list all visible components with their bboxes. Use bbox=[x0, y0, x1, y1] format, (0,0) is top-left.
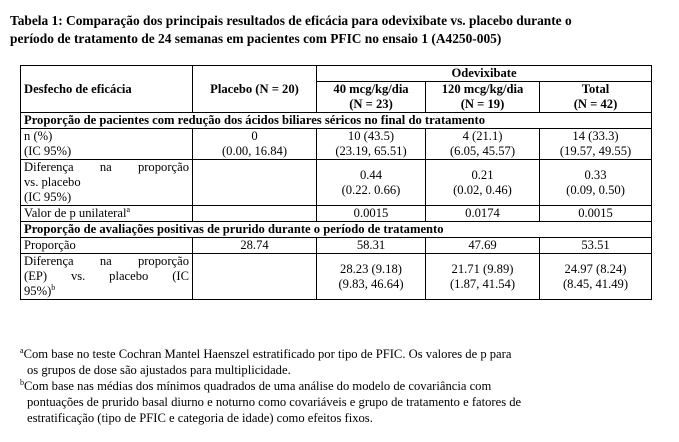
cell-placebo bbox=[193, 160, 317, 206]
row-label-line-2: (EP) vs. placebo (IC bbox=[24, 269, 189, 283]
row-label: Proporção bbox=[21, 238, 193, 254]
footnotes bbox=[20, 346, 660, 426]
row-label bbox=[21, 254, 193, 300]
row-label-line-2: vs. placebo bbox=[24, 175, 81, 189]
cell-line-1: 0.33 bbox=[584, 167, 607, 182]
cell-line-2: (6.05, 45.57) bbox=[449, 144, 516, 158]
footnote-a-mark: a bbox=[20, 345, 24, 355]
section-title-bile-acids: Proporção de pacientes com redução dos ácidos biliares séricos no final do tratamento bbox=[21, 113, 652, 129]
cell-dose-40 bbox=[317, 129, 426, 160]
cell-line-1: 24.97 (8.24) bbox=[564, 261, 627, 276]
header-dose-40-line-2: (N = 23) bbox=[349, 97, 393, 111]
row-label bbox=[21, 160, 193, 206]
table-row bbox=[21, 238, 652, 254]
cell-dose-120 bbox=[426, 254, 540, 300]
cell-total bbox=[540, 129, 652, 160]
footnote-mark-b: b bbox=[51, 282, 56, 292]
caption-line-2: período de tratamento de 24 semanas em pacientes com PFIC no ensaio 1 (A4250-005) bbox=[10, 31, 502, 46]
cell-line-1: 10 (43.5) bbox=[347, 129, 395, 143]
table-row bbox=[21, 160, 652, 206]
footnote-a-line-2: os grupos de dose são ajustados para multiplicidade. bbox=[27, 363, 291, 377]
cell-total: 0.0015 bbox=[540, 206, 652, 222]
row-label-line-3-text: 95%) bbox=[24, 284, 52, 298]
header-total bbox=[540, 82, 652, 113]
footnote-b bbox=[20, 378, 660, 426]
row-label-text: Valor de p unilateral bbox=[24, 206, 127, 220]
row-label-line-1: Diferença na proporção bbox=[24, 160, 189, 174]
footnote-mark-a: a bbox=[126, 204, 131, 214]
cell-line-1: 28.23 (9.18) bbox=[340, 261, 402, 276]
footnote-b-mark: b bbox=[20, 377, 24, 387]
cell-line-1: 0.21 bbox=[471, 167, 494, 182]
row-label bbox=[21, 206, 193, 222]
cell-line-1: 4 (21.1) bbox=[462, 129, 503, 143]
cell-line-2: (0.00, 16.84) bbox=[221, 144, 288, 158]
header-placebo: Placebo (N = 20) bbox=[193, 66, 317, 113]
cell-placebo bbox=[193, 129, 317, 160]
cell-line-2: (9.83, 46.64) bbox=[338, 276, 404, 291]
header-total-line-1: Total bbox=[581, 82, 610, 96]
cell-dose-120: 0.0174 bbox=[426, 206, 540, 222]
cell-line-2: (23.19, 65.51) bbox=[335, 144, 407, 158]
header-dose-40 bbox=[317, 82, 426, 113]
cell-line-1: 0.44 bbox=[359, 167, 383, 182]
footnote-a-line-1: Com base no teste Cochran Mantel Haenszel estratificado por tipo de PFIC. Os valores de p para bbox=[23, 347, 512, 361]
cell-line-2: (8.45, 41.49) bbox=[562, 276, 629, 291]
header-dose-40-line-1: 40 mcg/kg/dia bbox=[333, 82, 409, 96]
row-label-line-1: Diferença na proporção bbox=[24, 254, 189, 268]
cell-line-2: (19.57, 49.55) bbox=[559, 144, 632, 158]
header-odevixibate-group: Odevixibate bbox=[317, 66, 652, 82]
footnote-b-line-2: pontuações de prurido basal diurno e noturno como covariáveis e grupo de tratamento e fatores de bbox=[27, 395, 522, 409]
footnote-b-line-3: estratificação (tipo de PFIC e categoria de idade) como efeitos fixos. bbox=[27, 411, 373, 425]
cell-dose-120 bbox=[426, 129, 540, 160]
cell-total bbox=[540, 160, 652, 206]
header-endpoint: Desfecho de eficácia bbox=[21, 66, 193, 113]
footnote-b-line-1: Com base nas médias dos mínimos quadrados de uma análise do modelo de covariância com bbox=[24, 379, 492, 393]
cell-total: 53.51 bbox=[540, 238, 652, 254]
cell-line-2: (0.22. 0.66) bbox=[341, 182, 401, 197]
cell-dose-40: 0.0015 bbox=[317, 206, 426, 222]
row-label-line-1: n (%) bbox=[24, 129, 53, 143]
row-label bbox=[21, 129, 193, 160]
cell-total bbox=[540, 254, 652, 300]
cell-line-1: 0 bbox=[251, 129, 258, 143]
header-dose-120 bbox=[426, 82, 540, 113]
cell-dose-40: 58.31 bbox=[317, 238, 426, 254]
row-label-line-2: (IC 95%) bbox=[24, 144, 72, 158]
caption-line-1: Tabela 1: Comparação dos principais resultados de eficácia para odevixibate vs. placebo durante o bbox=[10, 13, 572, 28]
cell-placebo bbox=[193, 206, 317, 222]
section-row-bile-acids bbox=[21, 113, 652, 129]
efficacy-table bbox=[20, 65, 652, 300]
table-row bbox=[21, 206, 652, 222]
cell-placebo: 28.74 bbox=[193, 238, 317, 254]
section-title-pruritus: Proporção de avaliações positivas de prurido durante o período de tratamento bbox=[21, 222, 652, 238]
header-total-line-2: (N = 42) bbox=[573, 97, 618, 111]
cell-dose-120 bbox=[426, 160, 540, 206]
cell-dose-120: 47.69 bbox=[426, 238, 540, 254]
cell-placebo bbox=[193, 254, 317, 300]
table-row bbox=[21, 129, 652, 160]
cell-dose-40 bbox=[317, 254, 426, 300]
cell-line-2: (1.87, 41.54) bbox=[449, 276, 516, 291]
table-row bbox=[21, 254, 652, 300]
cell-line-1: 21.71 (9.89) bbox=[451, 261, 514, 276]
footnote-a bbox=[20, 346, 660, 378]
cell-line-2: (0.02, 0.46) bbox=[453, 182, 512, 197]
cell-dose-40 bbox=[317, 160, 426, 206]
row-label-line-3: (IC 95%) bbox=[24, 190, 72, 204]
section-row-pruritus bbox=[21, 222, 652, 238]
header-dose-120-line-2: (N = 19) bbox=[460, 97, 505, 111]
cell-line-1: 14 (33.3) bbox=[572, 129, 619, 143]
header-dose-120-line-1: 120 mcg/kg/dia bbox=[441, 82, 524, 96]
cell-line-2: (0.09, 0.50) bbox=[566, 182, 625, 197]
header-row-1 bbox=[21, 66, 652, 82]
table-caption bbox=[10, 12, 670, 48]
row-label-line-3 bbox=[24, 284, 189, 299]
